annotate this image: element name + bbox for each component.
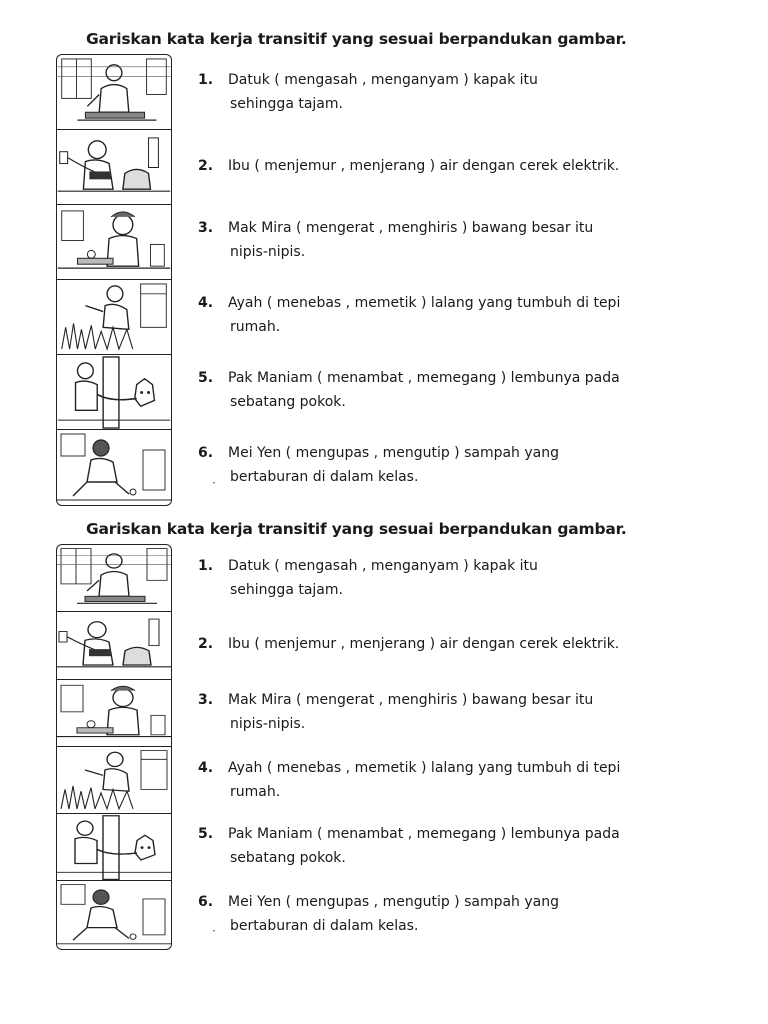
picture-strip: [56, 54, 172, 506]
question-6: [198, 890, 728, 938]
question-text: Ayah ( menebas , memetik ) lalang yang tumbuh di tepi: [228, 295, 621, 311]
worksheet-title: Gariskan kata kerja transitif yang sesuai berpandukan gambar.: [86, 520, 627, 538]
question-3: [198, 216, 728, 264]
question-2: [198, 632, 728, 656]
question-text-continued: rumah.: [230, 784, 281, 800]
question-text-continued: sehingga tajam.: [230, 96, 343, 112]
question-text: Mak Mira ( mengerat , menghiris ) bawang besar itu: [228, 692, 594, 708]
grandfather-sharpening-axe-illustration: [57, 55, 171, 129]
picture-man-tying-cow: [57, 814, 171, 881]
question-text: Ayah ( menebas , memetik ) lalang yang tumbuh di tepi: [228, 760, 621, 776]
question-6: [198, 441, 728, 489]
question-3: [198, 688, 728, 736]
question-number: 3.: [198, 692, 214, 708]
picture-man-tying-cow: [57, 355, 171, 430]
question-text: Mak Mira ( mengerat , menghiris ) bawang besar itu: [228, 220, 594, 236]
question-4: [198, 291, 728, 339]
question-number: 6.: [198, 894, 214, 910]
picture-strip: [56, 544, 172, 950]
question-1: [198, 68, 728, 116]
question-4: [198, 756, 728, 804]
question-number: 2.: [198, 636, 214, 652]
question-number: 3.: [198, 220, 214, 236]
question-text: Ibu ( menjemur , menjerang ) air dengan cerek elektrik.: [228, 158, 620, 174]
stray-mark: ·: [212, 924, 216, 938]
question-text-continued: nipis-nipis.: [230, 244, 306, 260]
question-text: Mei Yen ( mengupas , mengutip ) sampah yang: [228, 445, 560, 461]
man-tying-cow-illustration: [57, 355, 171, 429]
picture-grandfather-sharpening-axe: [57, 545, 171, 612]
question-number: 5.: [198, 826, 214, 842]
mother-electric-kettle-illustration: [57, 130, 171, 204]
question-text: Pak Maniam ( menambat , memegang ) lembunya pada: [228, 370, 620, 386]
picture-grandfather-sharpening-axe: [57, 55, 171, 130]
woman-slicing-onion-illustration: [57, 205, 171, 279]
question-number: 1.: [198, 72, 214, 88]
question-number: 2.: [198, 158, 214, 174]
picture-mother-electric-kettle: [57, 612, 171, 679]
grandfather-sharpening-axe-illustration: [57, 545, 171, 611]
question-text: Ibu ( menjemur , menjerang ) air dengan cerek elektrik.: [228, 636, 620, 652]
mother-electric-kettle-illustration: [57, 612, 171, 678]
picture-woman-slicing-onion: [57, 680, 171, 747]
picture-girl-picking-rubbish: [57, 881, 171, 948]
question-text: Datuk ( mengasah , menganyam ) kapak itu: [228, 72, 538, 88]
question-text-continued: sebatang pokok.: [230, 850, 346, 866]
girl-picking-rubbish-illustration: [57, 881, 171, 948]
question-text-continued: rumah.: [230, 319, 281, 335]
question-number: 6.: [198, 445, 214, 461]
question-5: [198, 822, 728, 870]
question-1: [198, 554, 728, 602]
question-number: 4.: [198, 760, 214, 776]
question-number: 5.: [198, 370, 214, 386]
question-text-continued: nipis-nipis.: [230, 716, 306, 732]
question-number: 4.: [198, 295, 214, 311]
question-text: Datuk ( mengasah , menganyam ) kapak itu: [228, 558, 538, 574]
father-cutting-grass-illustration: [57, 747, 171, 813]
picture-girl-picking-rubbish: [57, 430, 171, 505]
man-tying-cow-illustration: [57, 814, 171, 880]
picture-father-cutting-grass: [57, 280, 171, 355]
picture-woman-slicing-onion: [57, 205, 171, 280]
question-number: 1.: [198, 558, 214, 574]
question-2: [198, 154, 728, 178]
picture-mother-electric-kettle: [57, 130, 171, 205]
woman-slicing-onion-illustration: [57, 680, 171, 746]
father-cutting-grass-illustration: [57, 280, 171, 354]
question-5: [198, 366, 728, 414]
worksheet-title: Gariskan kata kerja transitif yang sesuai berpandukan gambar.: [86, 30, 627, 48]
question-text-continued: sebatang pokok.: [230, 394, 346, 410]
stray-mark: ·: [212, 476, 216, 490]
question-text: Mei Yen ( mengupas , mengutip ) sampah yang: [228, 894, 560, 910]
picture-father-cutting-grass: [57, 747, 171, 814]
question-text-continued: sehingga tajam.: [230, 582, 343, 598]
question-text-continued: bertaburan di dalam kelas.: [230, 918, 419, 934]
girl-picking-rubbish-illustration: [57, 430, 171, 505]
question-text: Pak Maniam ( menambat , memegang ) lembunya pada: [228, 826, 620, 842]
question-text-continued: bertaburan di dalam kelas.: [230, 469, 419, 485]
